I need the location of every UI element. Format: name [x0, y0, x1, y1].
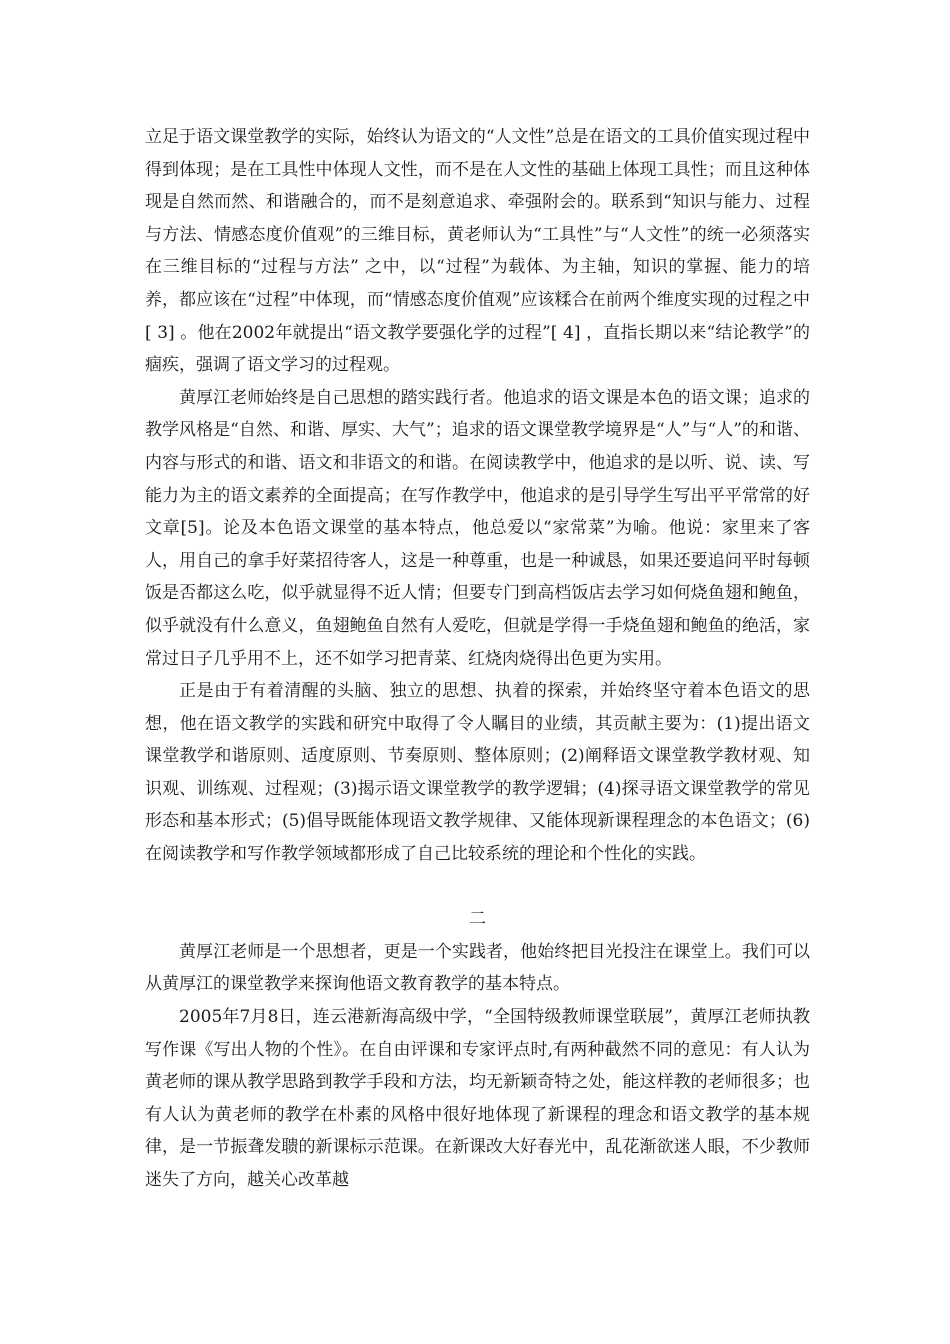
paragraph-4: 黄厚江老师是一个思想者，更是一个实践者，他始终把目光投注在课堂上。我们可以从黄厚江的课堂教学来探询他语文教育教学的基本特点。: [145, 941, 810, 995]
paragraph-2: 黄厚江老师始终是自己思想的踏实践行者。他追求的语文课是本色的语文课；追求的教学风格是“自然、和谐、厚实、大气”；追求的语文课堂教学境界是“人”与“人”的和谐、内容与形式的和谐、语文和非语文的和谐。在阅读教学中，他追求的是以听、说、读、写能力为主的语文素养的全面提高；在写作教学中，他追求的是引导学生写出平平常常的好文章[5]。论及本色语文课堂的基本特点，他总爱以“家常菜”为喻。他说：家里来了客人，用自己的拿手好菜招待客人，这是一种尊重，也是一种诚恳，如果还要追问平时每顿饭是否都这么吃，似乎就显得不近人情；但要专门到高档饭店去学习如何烧鱼翅和鲍鱼，似乎就没有什么意义，鱼翅鲍鱼自然有人爱吃，但就是学得一手烧鱼翅和鲍鱼的绝活，家常过日子几乎用不上，还不如学习把青菜、红烧肉烧得出色更为实用。: [145, 387, 810, 669]
paragraph-1: 立足于语文课堂教学的实际，始终认为语文的“人文性”总是在语文的工具价值实现过程中得到体现；是在工具性中体现人文性，而不是在人文性的基础上体现工具性；而且这种体现是自然而然、和谐融合的，而不是刻意追求、牵强附会的。联系到“知识与能力、过程与方法、情感态度价值观”的三维目标，黄老师认为“工具性”与“人文性”的统一必须落实在三维目标的“过程与方法” 之中，以“过程”为载体、为主轴，知识的掌握、能力的培养，都应该在“过程”中体现，而“情感态度价值观”应该糅合在前两个维度实现的过程之中[ 3] 。他在2002年就提出“语文教学要强化学的过程”[ 4] ，直指长期以来“结论教学”的痼疾，强调了语文学习的过程观。: [145, 127, 810, 376]
document-page: [145, 121, 810, 1197]
paragraph-5: 2005年7月8日，连云港新海高级中学，“全国特级教师课堂联展”，黄厚江老师执教写作课《写出人物的个性》。在自由评课和专家评点时,有两种截然不同的意见：有人认为黄老师的课从教学思路到教学手段和方法，均无新颖奇特之处，能这样教的老师很多；也有人认为黄老师的教学在朴素的风格中很好地体现了新课程的理念和语文教学的基本规律，是一节振聋发聩的新课标示范课。在新课改大好春光中，乱花渐欲迷人眼，不少教师迷失了方向，越关心改革越: [145, 1007, 810, 1190]
paragraph-3: 正是由于有着清醒的头脑、独立的思想、执着的探索，并始终坚守着本色语文的思想，他在语文教学的实践和研究中取得了令人瞩目的业绩，其贡献主要为：(1)提出语文课堂教学和谐原则、适度原则、节奏原则、整体原则；(2)阐释语文课堂教学教材观、知识观、训练观、过程观；(3)揭示语文课堂教学的教学逻辑；(4)探寻语文课堂教学的常见形态和基本形式；(5)倡导既能体现语文教学规律、又能体现新课程理念的本色语文；(6)在阅读教学和写作教学领域都形成了自己比较系统的理论和个性化的实践。: [145, 681, 810, 865]
section-heading: 二: [469, 909, 486, 930]
